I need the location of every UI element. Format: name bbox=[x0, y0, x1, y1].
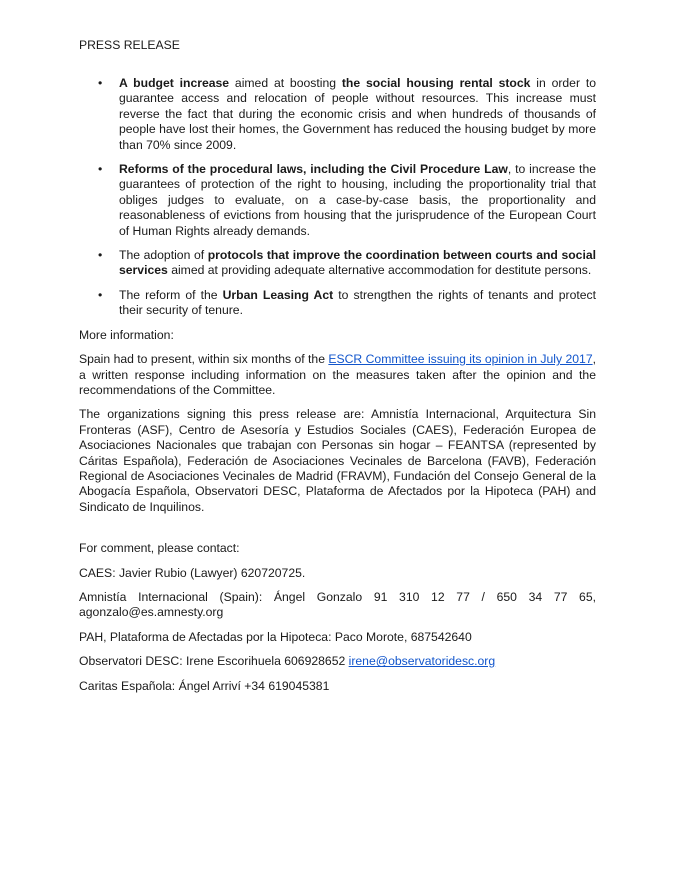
contacts-heading: For comment, please contact: bbox=[79, 541, 240, 556]
email-link[interactable]: irene@observatoridesc.org bbox=[348, 654, 496, 669]
response-paragraph bbox=[79, 352, 596, 398]
contact-caritas: Caritas Española: Ángel Arriví +34 619045381 bbox=[79, 678, 330, 693]
list-item-text bbox=[119, 76, 596, 152]
bold-phrase: Urban Leasing Act bbox=[222, 287, 334, 302]
text-run: to strengthen the rights of tenants and protect their security of tenure. bbox=[119, 287, 596, 318]
text-run: in order to guarantee access and relocation of people without resources. This increase must reverse the fact that during the economic crisis and when hundreds of thousands of people have lost their homes, the Government has reduced the housing budget by more than 70% since 2009. bbox=[119, 76, 597, 152]
escr-committee-link[interactable]: ESCR Committee issuing its opinion in July 2017 bbox=[328, 352, 593, 367]
signatories-paragraph: The organizations signing this press release are: Amnistía Internacional, Arquitectura Sin Fronteras (ASF), Centro de Asesoría y Estudios Sociales (CAES), Federación Europea de Asociaciones Nacionales que trabajan con Personas sin hogar – FEANTSA (represented by Cáritas Española), Federación de Asociaciones Vecinales de Barcelona (FAVB), Federación Regional de Asociaciones Vecinales de Madrid (FRAVM), Fundación del Consejo General de la Abogacía Española, Observatori DESC, Plataforma de Afectados por la Hipoteca (PAH) and Sindicato de Inquilinos. bbox=[79, 407, 596, 514]
text-run: The reform of the bbox=[119, 287, 223, 302]
contacts-section bbox=[79, 541, 596, 694]
demands-list bbox=[79, 76, 596, 319]
bold-phrase: the social housing rental stock bbox=[341, 76, 531, 90]
bold-phrase: A budget increase bbox=[119, 76, 230, 90]
contact-amnistia: Amnistía Internacional (Spain): Ángel Gonzalo 91 310 12 77 / 650 34 77 65, agonzalo@es.amnesty.org bbox=[79, 589, 596, 620]
list-item bbox=[79, 162, 596, 239]
text-run: The adoption of bbox=[119, 248, 208, 263]
response-text-start: Spain had to present, within six months of the bbox=[79, 352, 329, 367]
list-item bbox=[79, 288, 596, 319]
more-info-heading: More information: bbox=[79, 327, 174, 342]
list-item-text bbox=[119, 288, 596, 317]
text-run: , to increase the guarantees of protection of the right to housing, including the proportionality trial that obliges judges to evaluate, on a case-by-case basis, the proportionality and reasonableness of evictions from housing that the jurisprudence of the European Court of Human Rights already demands. bbox=[119, 162, 596, 238]
list-item-text bbox=[119, 248, 596, 277]
contact-caes: CAES: Javier Rubio (Lawyer) 620720725. bbox=[79, 565, 306, 580]
response-text-end: , a written response including information on the measures taken after the opinion and the recommendations of the Committee. bbox=[79, 352, 596, 397]
bold-phrase: protocols that improve the coordination between courts and social services bbox=[119, 248, 596, 278]
contact-pah: PAH, Plataforma de Afectadas por la Hipoteca: Paco Morote, 687542640 bbox=[79, 629, 472, 644]
list-item bbox=[79, 248, 596, 279]
contact-observatori-desc bbox=[79, 654, 596, 669]
list-item bbox=[79, 76, 596, 153]
bullet-icon: • bbox=[98, 162, 103, 177]
document-body bbox=[79, 76, 596, 703]
contact-desc-text: Observatori DESC: Irene Escorihuela 606928652 bbox=[79, 654, 349, 669]
text-run: aimed at providing adequate alternative accommodation for destitute persons. bbox=[167, 263, 592, 278]
bullet-icon: • bbox=[98, 248, 103, 263]
bold-phrase: Reforms of the procedural laws, including the Civil Procedure Law bbox=[119, 162, 508, 177]
bullet-icon: • bbox=[98, 287, 103, 302]
list-item-text bbox=[119, 162, 596, 238]
text-run: aimed at boosting bbox=[229, 76, 342, 90]
page-header: PRESS RELEASE bbox=[79, 38, 180, 52]
bullet-icon: • bbox=[98, 76, 103, 90]
